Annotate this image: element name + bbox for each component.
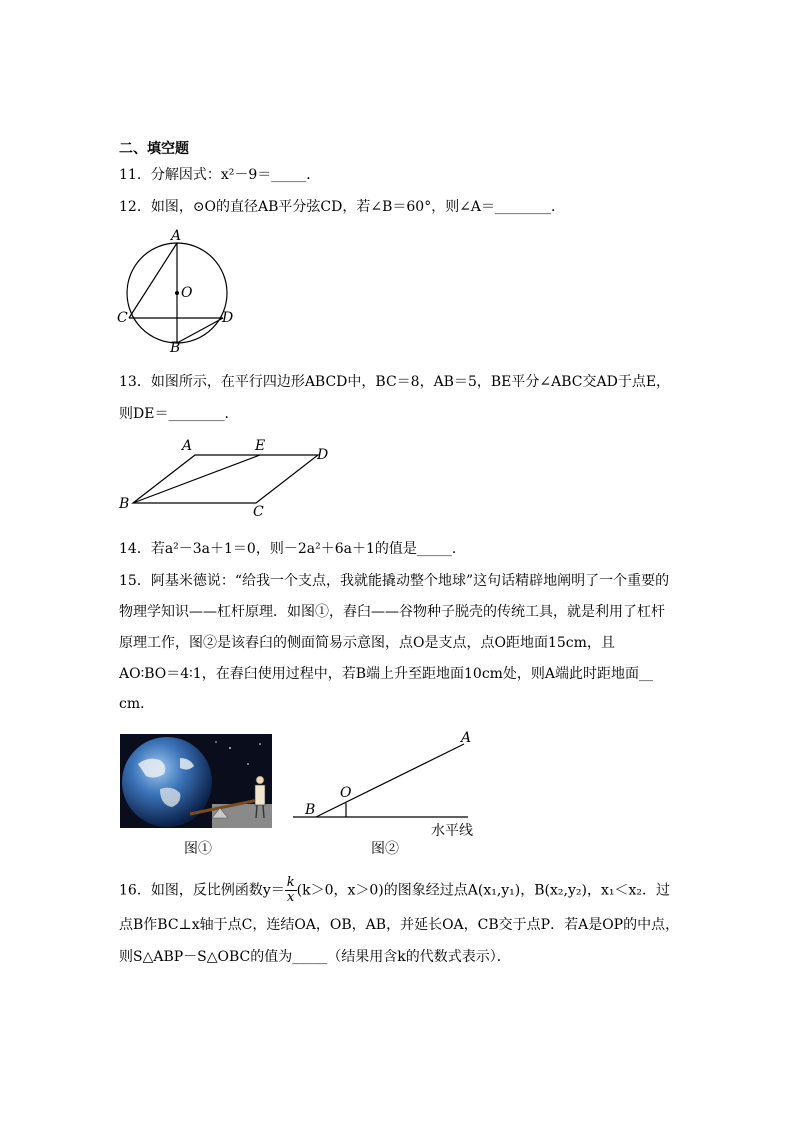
label-A: A (182, 438, 193, 454)
question-16-line-3: 则S△ABP－S△OBC的值为_____（结果用含k的代数式表示）． (119, 949, 511, 965)
question-16-line-2: 点B作BC⊥x轴于点C，连结OA，OB，AB，并延长OA，CB交于点P．若A是OP的中点， (119, 917, 680, 933)
label-E: E (255, 438, 266, 454)
fraction-k-over-x (285, 876, 297, 905)
q16-text-b: (k＞0，x＞0)的图象经过点A(x₁,y₁)，B(x₂,y₂)，x₁＜x₂．过 (296, 882, 670, 899)
label-D: D (222, 310, 234, 326)
question-13-line-1: 13．如图所示，在平行四边形ABCD中，BC＝8，AB＝5，BE平分∠ABC交AD于点E， (119, 374, 671, 390)
question-11: 11．分解因式：x²－9＝_____． (119, 167, 321, 183)
label-C: C (253, 504, 264, 520)
figure-earth-lever-photo (120, 734, 272, 828)
label-C: C (117, 310, 128, 326)
label-B: B (170, 340, 181, 356)
fraction-denominator: x (287, 890, 295, 905)
question-15-line-4: AO∶BO＝4∶1，在舂臼使用过程中，若B端上升至距地面10cm处，则A端此时距地面__ (119, 666, 654, 682)
question-13-line-2: 则DE＝________． (119, 406, 239, 422)
question-12: 12．如图，⊙O的直径AB平分弦CD，若∠B＝60°，则∠A＝________． (119, 199, 566, 215)
figure-parallelogram (115, 436, 340, 521)
figure-lever-diagram (288, 726, 488, 838)
figure-circle (115, 228, 255, 358)
label-D: D (317, 447, 329, 463)
label-O: O (181, 285, 193, 301)
label-B: B (119, 496, 130, 512)
label-B: B (305, 802, 316, 818)
label-A: A (461, 730, 472, 746)
caption-figure-1: 图① (184, 841, 212, 857)
fraction-numerator: k (286, 875, 295, 890)
section-title: 二、填空题 (119, 141, 189, 157)
label-A: A (171, 228, 182, 244)
question-15-line-5: cm． (119, 696, 155, 712)
q16-text-a: 16．如图，反比例函数y＝ (119, 882, 285, 899)
question-15-line-1: 15．阿基米德说：“给我一个支点，我就能撬动整个地球”这句话精辟地阐明了一个重要的 (119, 573, 670, 589)
label-horizontal-line: 水平线 (431, 823, 473, 839)
label-O: O (340, 785, 352, 801)
question-16-line-1 (119, 876, 670, 905)
question-14: 14．若a²－3a＋1＝0，则－2a²＋6a＋1的值是_____． (119, 541, 466, 557)
question-15-line-3: 原理工作，图②是该舂臼的侧面简易示意图，点O是支点，点O距地面15cm，且 (119, 635, 615, 651)
caption-figure-2: 图② (371, 841, 399, 857)
question-15-line-2: 物理学知识——杠杆原理．如图①，舂臼——谷物种子脱壳的传统工具，就是利用了杠杆 (119, 604, 665, 620)
